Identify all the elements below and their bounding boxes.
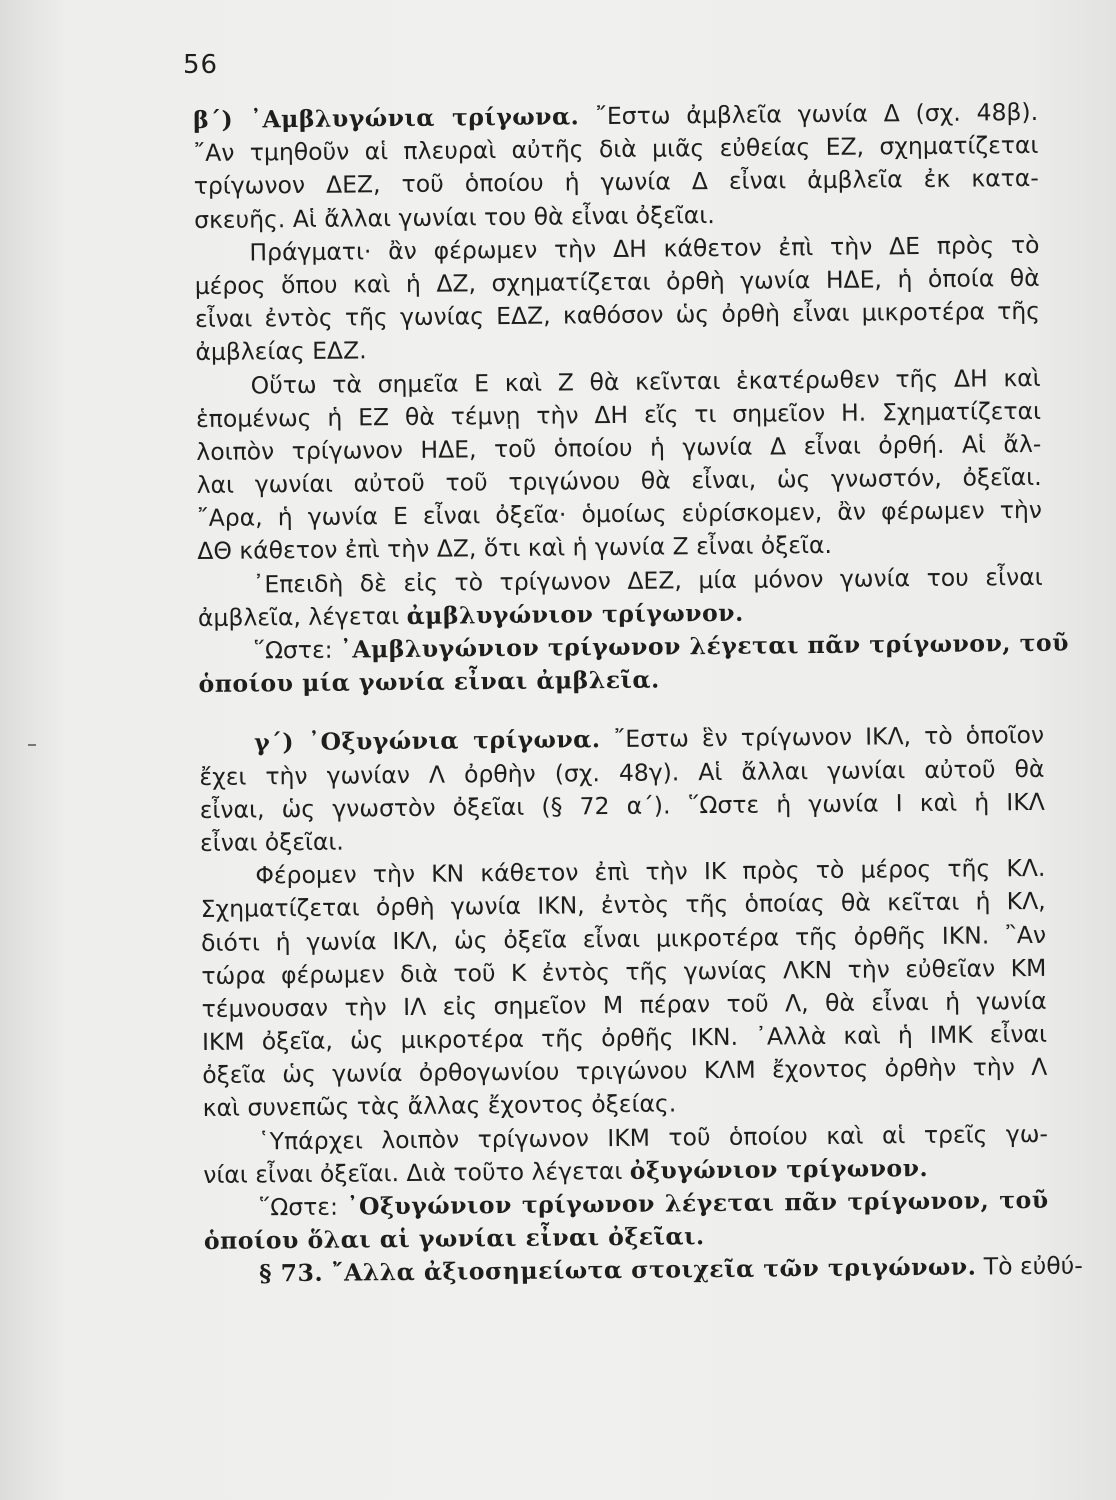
text-line: Οὕτω τὰ σημεῖα Ε καὶ Ζ θὰ κεῖνται ἑκατέρωθεν τῆς ΔΗ καὶ bbox=[250, 363, 1041, 399]
text-line: καὶ συνεπῶς τὰς ἄλλας ἔχοντος ὀξείας. bbox=[202, 1089, 677, 1123]
text-line: Σχηματίζεται ὀρθὴ γωνία ΙΚΝ, ἐντὸς τῆς ὁποίας θὰ κεῖται ἡ ΚΛ, bbox=[200, 887, 1046, 924]
text-line: λοιπὸν τρίγωνον ΗΔΕ, τοῦ ὁποίου ἡ γωνία Δ εἶναι ὀρθή. Αἱ ἄλ- bbox=[196, 429, 1042, 466]
section-heading-line: § 73. ῎Αλλα ἀξιοσημείωτα στοιχεῖα τῶν τριγώνων. Τὸ εὐθύ- bbox=[259, 1251, 1083, 1288]
text-line: ᾽Επειδὴ δὲ εἰς τὸ τρίγωνον ΔΕΖ, μία μόνον γωνία του εἶναι bbox=[252, 562, 1043, 599]
text-line: ἀμβλείας ΕΔΖ. bbox=[195, 336, 367, 367]
text-line: ἔχει τὴν γωνίαν Λ ὀρθὴν (σχ. 48γ). Αἱ ἄλλαι γωνίαι αὐτοῦ θὰ bbox=[199, 754, 1045, 791]
body-text bbox=[193, 96, 1083, 1292]
text-line: εἶναι ὀξεῖαι. bbox=[199, 827, 344, 857]
text-line: ἀμβλεῖα, λέγεται ἀμβλυγώνιον τρίγωνον. bbox=[197, 598, 744, 632]
text-line: β΄) ᾽Αμβλυγώνια τρίγωνα. ῎Εστω ἀμβλεῖα γωνία Δ (σχ. 48β). bbox=[193, 97, 1039, 134]
text-line: μέρος ὅπου καὶ ἡ ΔΖ, σχηματίζεται ὀρθὴ γωνία ΗΔΕ, ἡ ὁποία θὰ bbox=[194, 263, 1040, 300]
definition-line: ὁποίου μία γωνία εἶναι ἀμβλεῖα. bbox=[198, 665, 660, 699]
text-line: τρίγωνον ΔΕΖ, τοῦ ὁποίου ἡ γωνία Δ εἶναι ἀμβλεῖα ἐκ κατα- bbox=[193, 164, 1039, 201]
page-number: 56 bbox=[183, 50, 219, 80]
text-line: εἶναι ἐντὸς τῆς γωνίας ΕΔΖ, καθόσον ὡς ὀρθὴ εἶναι μικροτέρα τῆς bbox=[194, 297, 1041, 334]
text-line: ῎Αρα, ἡ γωνία Ε εἶναι ὀξεῖα· ὁμοίως εὑρίσκομεν, ἂν φέρωμεν τὴν bbox=[196, 496, 1043, 533]
definition-line: ῞Ωστε: ᾽Αμβλυγώνιον τρίγωνον λέγεται πᾶν τρίγωνον, τοῦ bbox=[253, 628, 1070, 665]
text-line: ἑπομένως ἡ ΕΖ θὰ τέμνῃ τὴν ΔΗ εἴς τι σημεῖον Η. Σχηματίζεται bbox=[195, 396, 1042, 433]
text-line: τέμνουσαν τὴν ΙΛ εἰς σημεῖον Μ πέραν τοῦ Λ, θὰ εἶναι ἡ γωνία bbox=[201, 986, 1047, 1023]
text-line: εἶναι, ὡς γνωστὸν ὀξεῖαι (§ 72 α΄). ῞Ωστε ἡ γωνία Ι καὶ ἡ ΙΚΛ bbox=[199, 787, 1045, 824]
definition-line: ῞Ωστε: ᾽Οξυγώνιον τρίγωνον λέγεται πᾶν τρίγωνον, τοῦ bbox=[258, 1185, 1049, 1222]
text-line: λαι γωνίαι αὐτοῦ τοῦ τριγώνου θὰ εἶναι, ὡς γνωστόν, ὀξεῖαι. bbox=[196, 462, 1042, 500]
text-line: γ΄) ᾽Οξυγώνια τρίγωνα. ῎Εστω ἓν τρίγωνον ΙΚΛ, τὸ ὁποῖον bbox=[254, 721, 1045, 757]
text-line: Πράγματι· ἂν φέρωμεν τὴν ΔΗ κάθετον ἐπὶ τὴν ΔΕ πρὸς τὸ bbox=[249, 230, 1040, 267]
text-line: ὀξεῖα ὡς γωνία ὀρθογωνίου τριγώνου ΚΛΜ ἔχοντος ὀρθὴν τὴν Λ bbox=[202, 1053, 1048, 1090]
margin-mark bbox=[28, 744, 36, 746]
text-line: ῎Αν τμηθοῦν αἱ πλευραὶ αὐτῆς διὰ μιᾶς εὐθείας ΕΖ, σχηματίζεται bbox=[193, 131, 1039, 168]
text-line: ῾Υπάρχει λοιπὸν τρίγωνον ΙΚΜ τοῦ ὁποίου καὶ αἱ τρεῖς γω- bbox=[257, 1119, 1049, 1156]
text-line: διότι ἡ γωνία ΙΚΛ, ὡς ὀξεῖα εἶναι μικροτέρα τῆς ὀρθῆς ΙΚΝ. ῍Αν bbox=[200, 920, 1047, 957]
text-line: Φέρομεν τὴν ΚΝ κάθετον ἐπὶ τὴν ΙΚ πρὸς τὸ μέρος τῆς ΚΛ. bbox=[255, 853, 1046, 890]
text-line: ΙΚΜ ὀξεῖα, ὡς μικροτέρα τῆς ὀρθῆς ΙΚΝ. ᾽Αλλὰ καὶ ἡ ΙΜΚ εἶναι bbox=[201, 1019, 1048, 1057]
text-line: νίαι εἶναι ὀξεῖαι. Διὰ τοῦτο λέγεται ὀξυγώνιον τρίγωνον. bbox=[203, 1153, 929, 1189]
definition-line: ὁποίου ὅλαι αἱ γωνίαι εἶναι ὀξεῖαι. bbox=[203, 1222, 705, 1256]
text-line: ΔΘ κάθετον ἐπὶ τὴν ΔΖ, ὅτι καὶ ἡ γωνία Ζ εἶναι ὀξεῖα. bbox=[197, 531, 833, 566]
text-line: σκευῆς. Αἱ ἄλλαι γωνίαι του θὰ εἶναι ὀξεῖαι. bbox=[193, 200, 715, 234]
text-line: τώρα φέρωμεν διὰ τοῦ Κ ἐντὸς τῆς γωνίας ΛΚΝ τὴν εὐθεῖαν ΚΜ bbox=[201, 953, 1047, 990]
